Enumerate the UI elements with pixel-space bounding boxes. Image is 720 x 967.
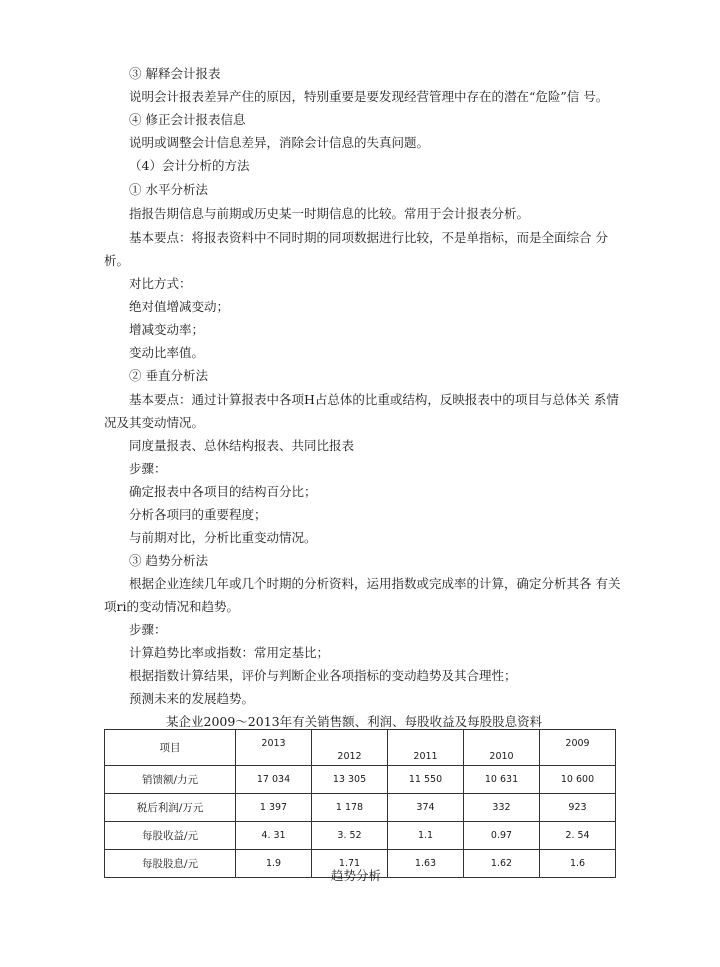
table-cell: 1.63 <box>388 850 464 878</box>
text-line: 基本要点：将报表资料中不同时期的同项数据进行比较，不是单指标，而是全面综合 分 <box>129 230 608 245</box>
text-line: 变动比率值。 <box>129 345 205 360</box>
text-line: 说明会计报表差异产住的原因，特别重要是要发现经营管理中存在的潜在“危险”信 号。 <box>129 89 609 104</box>
text-line: 况及其变动情况。 <box>104 415 205 430</box>
table-cell: 13 305 <box>312 766 388 794</box>
table-header-cell: 项目 <box>105 730 236 766</box>
table-cell: 1.71 <box>312 850 388 878</box>
text-line: 析。 <box>104 253 130 268</box>
text-line: ③ 解释会计报表 <box>129 66 221 81</box>
table-row <box>105 822 616 850</box>
row-label: 销馈额/力元 <box>105 766 236 794</box>
table-header-cell: 2009 <box>540 730 616 766</box>
table-header-row <box>105 730 616 766</box>
table-cell: 1 178 <box>312 794 388 822</box>
table-title: 某企业2009～2013年有关销售额、利润、每股收益及每股股息资料 <box>166 714 543 729</box>
text-line: 对比方式： <box>129 276 192 291</box>
table-cell: 0.97 <box>464 822 540 850</box>
table-header-cell: 2011 <box>388 730 464 766</box>
table-cell: 17 034 <box>236 766 312 794</box>
table-cell: 10 631 <box>464 766 540 794</box>
table-cell: 332 <box>464 794 540 822</box>
table-cell: 1.9 <box>236 850 312 878</box>
text-line: 确定报表中各项目的结构百分比； <box>129 484 317 499</box>
text-line: ② 垂直分析法 <box>129 368 208 383</box>
text-line: 项ri的变动情况和趋势。 <box>104 599 239 614</box>
table-header-cell: 2010 <box>464 730 540 766</box>
table-cell: 1.6 <box>540 850 616 878</box>
table-cell: 3. 52 <box>312 822 388 850</box>
table-row <box>105 794 616 822</box>
table-row <box>105 766 616 794</box>
text-line: 步骤： <box>129 622 167 637</box>
text-line: 步骤： <box>129 461 167 476</box>
text-line: 指报告期信息与前期或历史某一时期信息的比较。常用于会计报表分析。 <box>129 206 530 221</box>
text-line: 根据企业连续几年或几个时期的分析资料，运用指数或完成率的计算，确定分析其各 有关 <box>129 576 621 591</box>
text-line: ① 水平分析法 <box>129 182 208 197</box>
data-table <box>104 729 616 878</box>
table-cell: 1.62 <box>464 850 540 878</box>
text-line: 同度量报表、总休结构报表、共同比报表 <box>129 438 355 453</box>
text-line: ④ 修正会计报表信息 <box>129 112 246 127</box>
text-line: 根据指数计算结果，评价与判断企业各项指标的变动趋势及其合理性； <box>129 668 517 683</box>
text-line: 计算趋势比率或指数：常用定基比； <box>129 645 330 660</box>
table-cell: 10 600 <box>540 766 616 794</box>
table-cell: 11 550 <box>388 766 464 794</box>
table-footer: 趋势分析 <box>331 868 382 883</box>
text-line: 绝对值增减变动； <box>129 299 230 314</box>
text-line: 与前期对比，分析比重变动情况。 <box>129 530 317 545</box>
text-line: 增减变动率； <box>129 322 205 337</box>
table-cell: 923 <box>540 794 616 822</box>
table-cell: 1.1 <box>388 822 464 850</box>
text-line: （4）会计分析的方法 <box>129 158 250 173</box>
table-header-cell: 2012 <box>312 730 388 766</box>
table-header-cell: 2013 <box>236 730 312 766</box>
table-cell: 1 397 <box>236 794 312 822</box>
table-cell: 2. 54 <box>540 822 616 850</box>
text-line: ③ 趋势分析法 <box>129 553 208 568</box>
text-line: 分析各项冃的重要程度； <box>129 507 267 522</box>
text-line: 预测未来的发展趋势。 <box>129 691 255 706</box>
table-cell: 4. 31 <box>236 822 312 850</box>
table-cell: 374 <box>388 794 464 822</box>
row-label: 每股股息/元 <box>105 850 236 878</box>
row-label: 每股收益/元 <box>105 822 236 850</box>
text-line: 基本要点：通过计算报表中各项H占总体的比重或结构，反映报表中的项目与总体关 系情 <box>129 392 619 407</box>
text-line: 说明或调整会计信息差异，消除会计信息的失真问题。 <box>129 135 430 150</box>
row-label: 税后利润/万元 <box>105 794 236 822</box>
